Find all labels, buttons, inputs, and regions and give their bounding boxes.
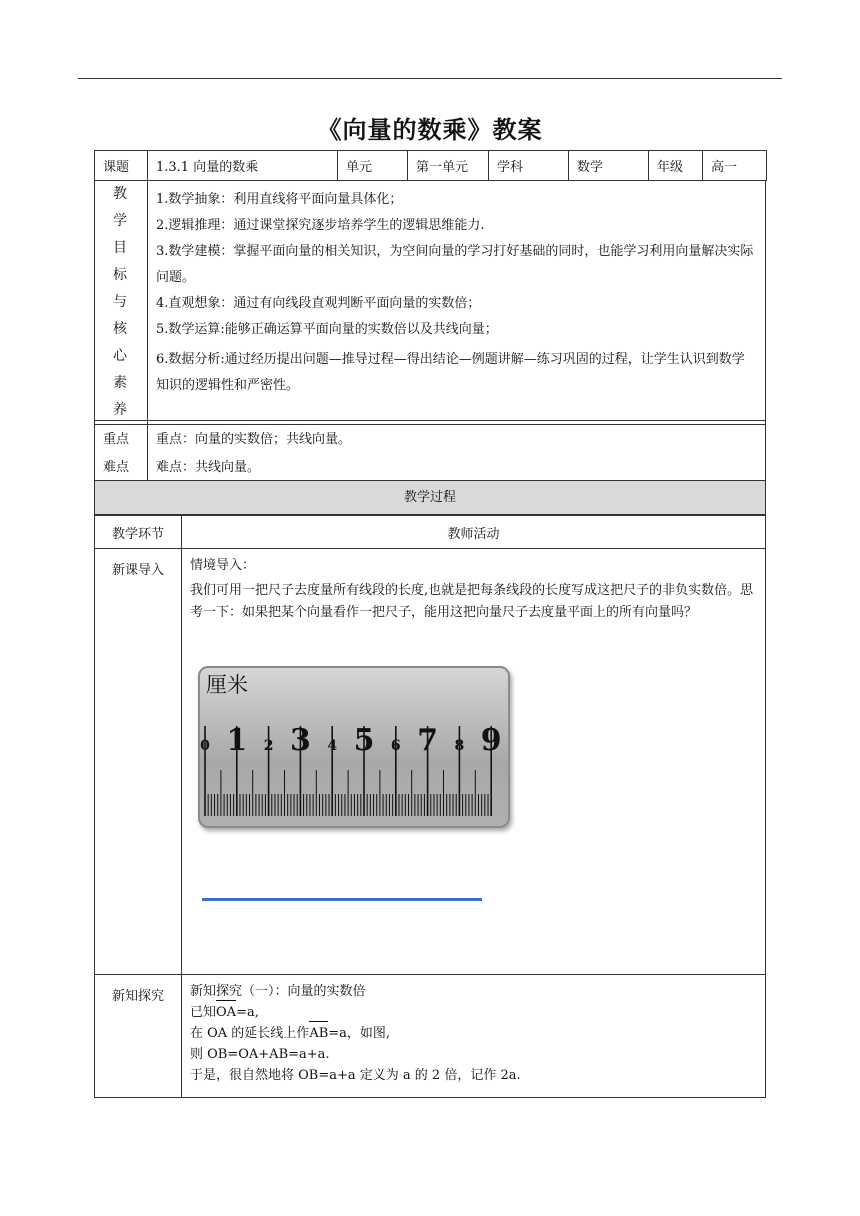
subject-value: 数学	[569, 151, 649, 181]
goal-item: 4.直观想象：通过有向线段直观判断平面向量的实数倍；	[156, 296, 481, 311]
ruler-number: 0	[200, 738, 210, 754]
goal-item: 3.数学建模：掌握平面向量的相关知识，为空间向量的学习打好基础的同时，也能学习利用向量解决实际问题。	[156, 244, 754, 285]
intro-heading: 情境导入：	[190, 558, 256, 573]
intro-paragraph: 我们可用一把尺子去度量所有线段的长度,也就是把每条线段的长度写成这把尺子的非负实数倍。思考一下：如果把某个向量看作一把尺子，能用这把向量尺子去度量平面上的所有向量吗？	[190, 583, 754, 620]
unit-value: 第一单元	[408, 151, 489, 181]
goals-label: 教学目标与核心素养	[95, 181, 148, 425]
goals-table	[94, 180, 766, 425]
ruler-number: 8	[454, 738, 465, 754]
ruler-number: 6	[390, 738, 401, 754]
ruler-image	[198, 666, 510, 828]
explore-stage: 新知探究	[95, 975, 182, 1098]
difficulty-point: 难点：共线向量。	[156, 460, 261, 475]
grade-value: 高一	[703, 151, 767, 181]
ruler-unit-label: 厘米	[206, 673, 248, 697]
explore-line: 于是，很自然地将 OB=a+a 定义为 a 的 2 倍，记作 2a.	[190, 1068, 521, 1083]
subject-label: 学科	[489, 151, 569, 181]
explore-heading: 新知探究（一）：向量的实数倍	[190, 984, 366, 999]
ruler-number: 5	[353, 723, 375, 758]
goals-list	[148, 181, 766, 425]
topic-label: 课题	[95, 151, 148, 181]
ruler-number: 1	[226, 723, 248, 758]
ruler-number: 9	[480, 723, 502, 758]
explore-content	[182, 975, 766, 1098]
blue-segment	[202, 898, 482, 901]
document-title: 《向量的数乘》教案	[317, 116, 543, 144]
topic-value: 1.3.1 向量的数乘	[148, 151, 338, 181]
explore-line: 则 OB=OA+AB=a+a.	[190, 1047, 330, 1062]
activity-column-header: 教师活动	[182, 516, 766, 549]
top-rule	[78, 78, 782, 79]
explore-line	[190, 1023, 757, 1044]
process-heading: 教学过程	[94, 480, 766, 515]
explore-line-text: =a,	[236, 1005, 259, 1020]
goal-item: 6.数据分析:通过经历提出问题—推导过程—得出结论—例题讲解—练习巩固的过程，让学生认识到数学知识的逻辑性和严密性。	[156, 352, 745, 393]
explore-line-text: 已知	[190, 1005, 217, 1020]
ruler-graphic	[200, 668, 508, 826]
ruler-number: 4	[327, 738, 338, 754]
vector-oa: OA	[216, 1002, 236, 1023]
ruler-number: 3	[289, 723, 311, 758]
keypoints-table	[94, 420, 766, 488]
goal-item: 5.数学运算:能够正确运算平面向量的实数倍以及共线向量；	[156, 322, 498, 337]
process-table	[94, 515, 766, 1098]
goal-item: 2.逻辑推理：通过课堂探究逐步培养学生的逻辑思维能力.	[156, 218, 485, 233]
ruler-number: 7	[417, 723, 439, 758]
key-label: 重点	[103, 432, 130, 447]
grade-label: 年级	[649, 151, 703, 181]
stage-column-header: 教学环节	[95, 516, 182, 549]
explore-line-text: 在 OA 的延长线上作	[190, 1026, 310, 1041]
goal-item: 1.数学抽象：利用直线将平面向量具体化；	[156, 192, 403, 207]
info-table	[94, 150, 767, 181]
intro-stage: 新课导入	[95, 549, 182, 975]
keypoints-content	[148, 421, 766, 488]
ruler-number: 2	[263, 738, 274, 754]
keypoints-label	[95, 421, 148, 488]
explore-line-text: =a，如图,	[328, 1026, 391, 1041]
explore-line	[190, 1002, 757, 1023]
unit-label: 单元	[338, 151, 408, 181]
intro-content	[182, 549, 766, 975]
key-point: 重点：向量的实数倍；共线向量。	[156, 432, 352, 447]
vector-ab: AB	[309, 1023, 328, 1044]
difficulty-label: 难点	[103, 460, 130, 475]
